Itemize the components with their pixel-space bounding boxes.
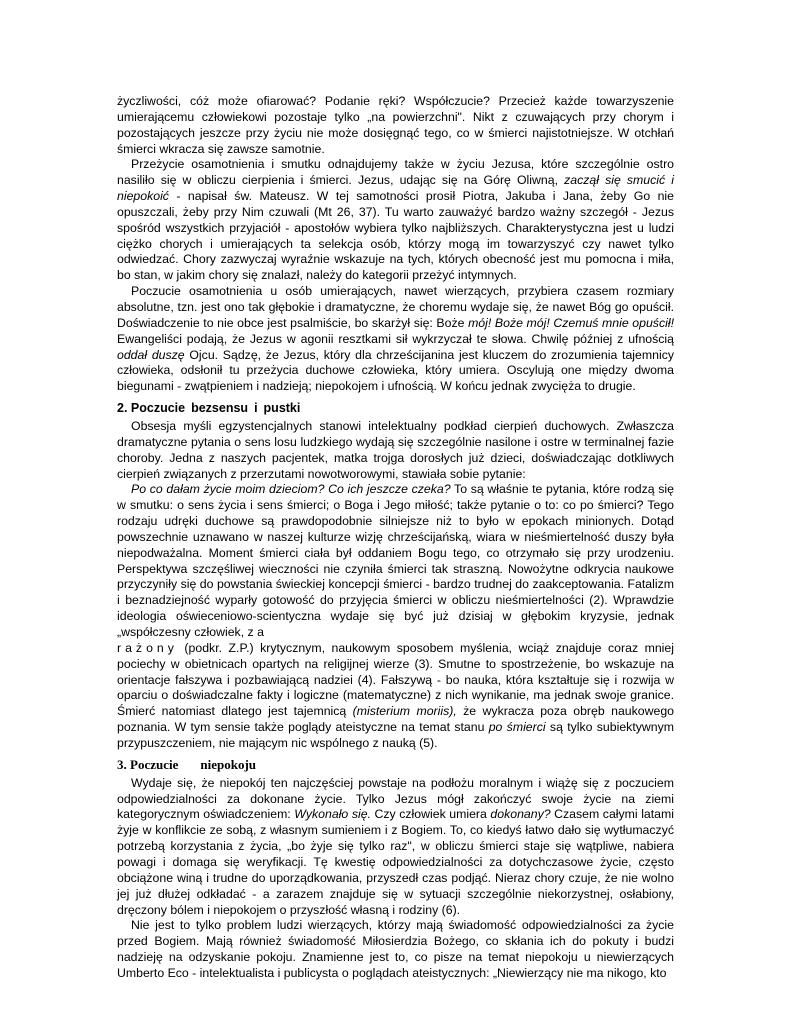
paragraph-existential-obsession: Obsesja myśli egzystencjalnych stanowi intelektualny podkład cierpień duchowych. Zwłaszcza dramatyczne pytania o sens losu ludzkiego wydają się szczególnie nasilone i ostre w terminalnej fazie choroby. Jedna z naszych pacjentek, matka trojga dorosłych już dzieci, doświadczając dotkliwych cierpień związanych z przerzutami nowotworowymi, stawiała sobie pytanie: — [117, 419, 674, 481]
document-page — [117, 94, 674, 982]
paragraph-questions: Po co dałam życie moim dzieciom? Co ich jeszcze czeka? To są właśnie te pytania, które rodzą się w smutku: o sens życia i sens śmierci; o Boga i Jego miłość; także pytanie o to: co po śmierci? Tego rodzaju udręki duchowe są prawdopodobnie silniejsze niż to było w epokach minionych. Dotąd powszechnie uznawano w naszej kulturze wizję chrześcijańską, wiara w nieśmiertelność duszy była niepodważalna. Moment śmierci ciała był oddaniem Bogu tego, co otrzymało się przy urodzeniu. Perspektywa szczęśliwej wieczności nie czyniła śmierci tak straszną. Nowożytne odkrycia naukowe przyczyniły się do powstania świeckiej koncepcji śmierci - bardzo trudnej do zaakceptowania. Fatalizm i beznadziejność wyparły gotowość do przyjęcia śmierci w obliczu nieśmiertelności (2). Wprawdzie ideologia oświeceniowo-scientyczna wydaje się być już dzisiaj w głębokim kryzysie, jednak „współczesny człowiek, z a — [117, 482, 674, 639]
paragraph-non-believers: Nie jest to tylko problem ludzi wierzących, którzy mają świadomość odpowiedzialności za życie przed Bogiem. Mają również świadomość Miłosierdzia Bożego, co skłania ich do pokuty i budzi nadzieję na odzyskanie pokoju. Znamienne jest to, co pisze na temat niepokoju u niewierzących Umberto Eco - intelektualista i publicysta o poglądach ateistycznych: „Niewierzący nie ma nikogo, kto — [117, 918, 674, 980]
paragraph-loneliness-end: życzliwości, cóż może ofiarować? Podanie ręki? Współczucie? Przecież każde towarzyszenie umierającemu człowiekowi pozostaje tylko „na powierzchni". Nikt z czuwających przy chorym i pozostających jeszcze przy życiu nie może dosięgnąć tego, co w śmierci najistotniejsze. W otchłań śmierci wkracza się zawsze samotnie. — [117, 94, 674, 156]
paragraph-moral-anxiety: Wydaje się, że niepokój ten najczęściej powstaje na podłożu moralnym i wiążę się z poczuciem odpowiedzialności za dokonane życie. Tylko Jezus mógł zakończyć swoje życie na ziemi kategorycznym oświadczeniem: Wykonało się. Czy człowiek umiera dokonany? Czasem całymi latami żyje w konflikcie ze sobą, z własnym sumieniem i z Bogiem. To, co kiedyś łatwo dało się wytłumaczyć potrzebą korzystania z życia, „bo żyje się tylko raz", w obliczu śmierci staje się wątpliwe, nabiera powagi i domaga się weryfikacji. Tę kwestię odpowiedzialności za dotychczasowe życie, często obciążone winą i trudne do uporządkowania, przyszedł czas podjąć. Nieraz chory czuje, że nie wolno jej już dłużej odkładać - a zarazem znajduje się w sytuacji szczególnie niekorzystnej, osłabiony, dręczony bólem i niepokojem o przyszłość własną i rodziny (6). — [117, 775, 674, 917]
section-heading-meaninglessness: 2. Poczucie bezsensu i pustki — [117, 401, 301, 416]
paragraph-scientific-thinking: rażony (podkr. Z.P.) krytycznym, naukowym sposobem myślenia, wciąż znajduje coraz mniej pociechy w obietnicach opartych na religijnej wierze (3). Smutne to spostrzeżenie, bo wskazuje na orientacje fałszywa i pozbawiającą nadziei (4). Fałszywą - bo nauka, która kształtuje się i rozwija w oparciu o doświadczalne fakty i logiczne (matematyczne) z nich wynikanie, ma jednak swoje granice. Śmierć natomiast dlatego jest tajemnicą (misterium moriis), że wykracza poza obręb naukowego poznania. W tym sensie także poglądy ateistyczne na temat stanu po śmierci są tylko subiektywnym przypuszczeniem, nie mającym nic wspólnego z nauką (5). — [117, 640, 675, 750]
paragraph-jesus-loneliness: Przeżycie osamotnienia i smutku odnajdujemy także w życiu Jezusa, które szczególnie ostro nasiliło się w obliczu cierpienia i śmierci. Jezus, udając się na Górę Oliwną, zaczął się smucić i niepokoić - napisał św. Mateusz. W tej samotności prosił Piotra, Jakuba i Jana, żeby Go nie opuszczali, żeby przy Nim czuwali (Mt 26, 37). Tu warto zauważyć bardzo ważny szczegół - Jezus spośród wszystkich przyjaciół - apostołów wybiera tylko najbliższych. Charakterystyczna jest u ludzi ciężko chorych i umierających ta selekcja osób, którzy mogą im towarzyszyć czy nawet tylko odwiedzać. Chory zazwyczaj wyraźnie wskazuje na tych, których obecność jest mu pomocna i miła, bo stan, w jakim chory się znalazł, należy do kategorii przeżyć intymnych. — [117, 157, 674, 283]
section-heading-anxiety: 3. Poczucie niepokoju — [117, 756, 257, 772]
paragraph-god-forsaken: Poczucie osamotnienia u osób umierających, nawet wierzących, przybiera czasem rozmiary absolutne, tzn. jest ono tak głębokie i dramatyczne, że choremu wydaje się, że nawet Bóg go opuścił. Doświadczenie to nie obce jest psalmiście, bo skarżył się: Boże mój! Boże mój! Czemuś mnie opuścił! Ewangeliści podają, że Jezus w agonii resztkami sił wykrzyczał te słowa. Chwilę później z ufnością oddał duszę Ojcu. Sądzę, że Jezus, który dla chrześcijanina jest kluczem do zrozumienia tajemnicy człowieka, odsłonił tu przeżycia duchowe człowieka, który umiera. Oscylują one między dwoma biegunami - zwątpieniem i nadzieją; niepokojem i ufnością. W końcu jednak zwycięża to drugie. — [117, 284, 674, 394]
